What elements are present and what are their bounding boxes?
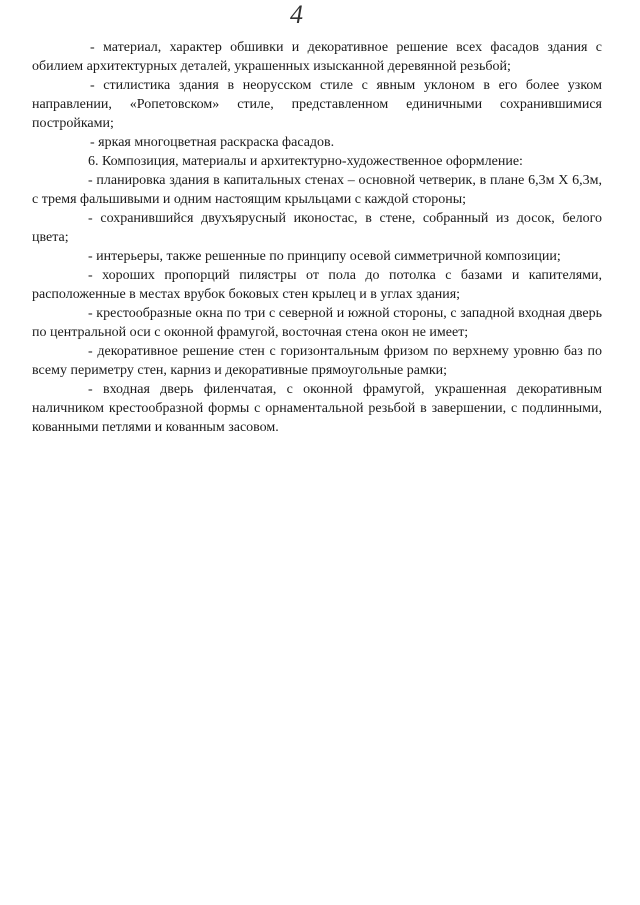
paragraph-coloring: - яркая многоцветная раскраска фасадов. [90,135,335,150]
paragraph-interiors: - интерьеры, также решенные по принципу осевой симметричной композиции; [88,249,561,264]
paragraph-facade-materials: - материал, характер обшивки и декоративное решение всех фасадов здания с обилием архитектурных деталей, украшенных изысканной деревянной резьбой; [32,40,602,74]
page-number: 4 [290,0,303,29]
paragraph-windows: - крестообразные окна по три с северной и южной стороны, с западной входная дверь по центральной оси с оконной фрамугой, восточная стена окон не имеет; [32,306,602,340]
document-body [32,38,602,437]
paragraph-pilasters: - хороших пропорций пилястры от пола до потолка с базами и капителями, расположенные в местах врубок боковых стен крылец и в углах здания; [32,268,602,302]
paragraph-style: - стилистика здания в неорусском стиле с явным уклоном в его более узком направлении, «Ропетовском» стиле, представленном единичными сохранившимися постройками; [32,78,602,131]
paragraph-wall-decor: - декоративное решение стен с горизонтальным фризом по верхнему уровню баз по всему периметру стен, карниз и декоративные прямоугольные рамки; [32,344,602,378]
section-heading: 6. Композиция, материалы и архитектурно-художественное оформление: [88,154,523,169]
paragraph-entrance-door: - входная дверь филенчатая, с оконной фрамугой, украшенная декоративным наличником крестообразной формы с орнаментальной резьбой в завершении, с подлинными, кованными петлями и кованным засовом. [32,382,602,435]
paragraph-plan: - планировка здания в капитальных стенах – основной четверик, в плане 6,3м Х 6,3м, с тремя фальшивыми и одним настоящим крыльцами с каждой стороны; [32,173,602,207]
paragraph-iconostasis: - сохранившийся двухъярусный иконостас, в стене, собранный из досок, белого цвета; [32,211,602,245]
